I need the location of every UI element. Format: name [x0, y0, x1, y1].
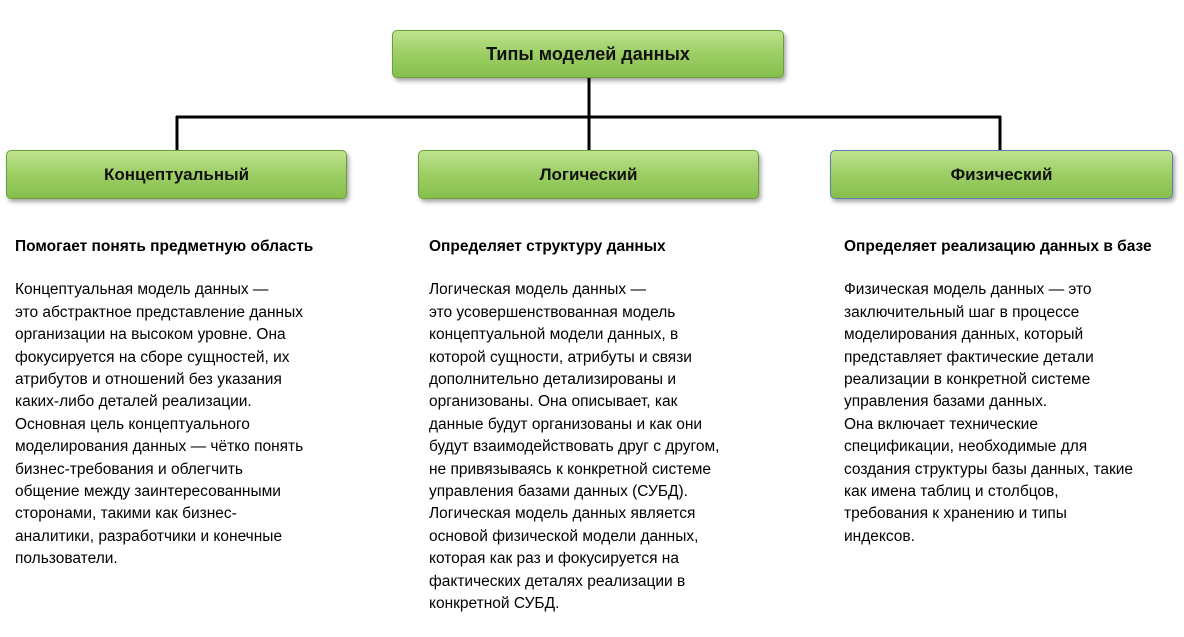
- description-conceptual-body: Концептуальная модель данных — это абстрактное представление данных организации на высоком уровне. Она фокусируется на сборе сущностей, их атрибутов и отношений без указания каких-либо деталей реализации. Основная цель концептуального моделирования данных — чётко понять бизнес-требования и облегчить общение между заинтересованными сторонами, такими как бизнес- аналитики, разработчики и конечные пользователи.: [15, 281, 304, 568]
- node-logical: [418, 150, 759, 199]
- description-logical-heading: Определяет структуру данных: [429, 238, 666, 255]
- node-physical: [830, 150, 1173, 199]
- root-node: [392, 30, 784, 78]
- description-logical-body: Логическая модель данных — это усовершенствованная модель концептуальной модели данных, в которой сущности, атрибуты и связи дополнительно детализированы и организованы. Она описывает, как данные будут организованы и как они будут взаимодействовать друг с другом, не привязываясь к конкретной системе управления базами данных (СУБД). Логическая модель данных является основой физической модели данных, которая как раз и фокусируется на фактических деталях реализации в конкретной СУБД.: [429, 281, 720, 613]
- node-physical-label: Физический: [950, 164, 1053, 184]
- node-conceptual-label: Концептуальный: [103, 164, 250, 184]
- description-physical-body: Физическая модель данных — это заключительный шаг в процессе моделирования данных, который представляет фактические детали реализации в конкретной системе управления базами данных. Она включает технические спецификации, необходимые для создания структуры базы данных, такие как имена таблиц и столбцов, требования к хранению и типы индексов.: [844, 281, 1134, 545]
- node-conceptual: [6, 150, 347, 199]
- description-physical: [844, 236, 1180, 548]
- description-conceptual: [15, 236, 345, 571]
- description-logical: [429, 236, 759, 616]
- description-conceptual-heading: Помогает понять предметную область: [15, 238, 314, 255]
- node-logical-label: Логический: [539, 164, 638, 184]
- description-physical-heading: Определяет реализацию данных в базе: [844, 238, 1152, 255]
- root-node-label: Типы моделей данных: [486, 43, 690, 64]
